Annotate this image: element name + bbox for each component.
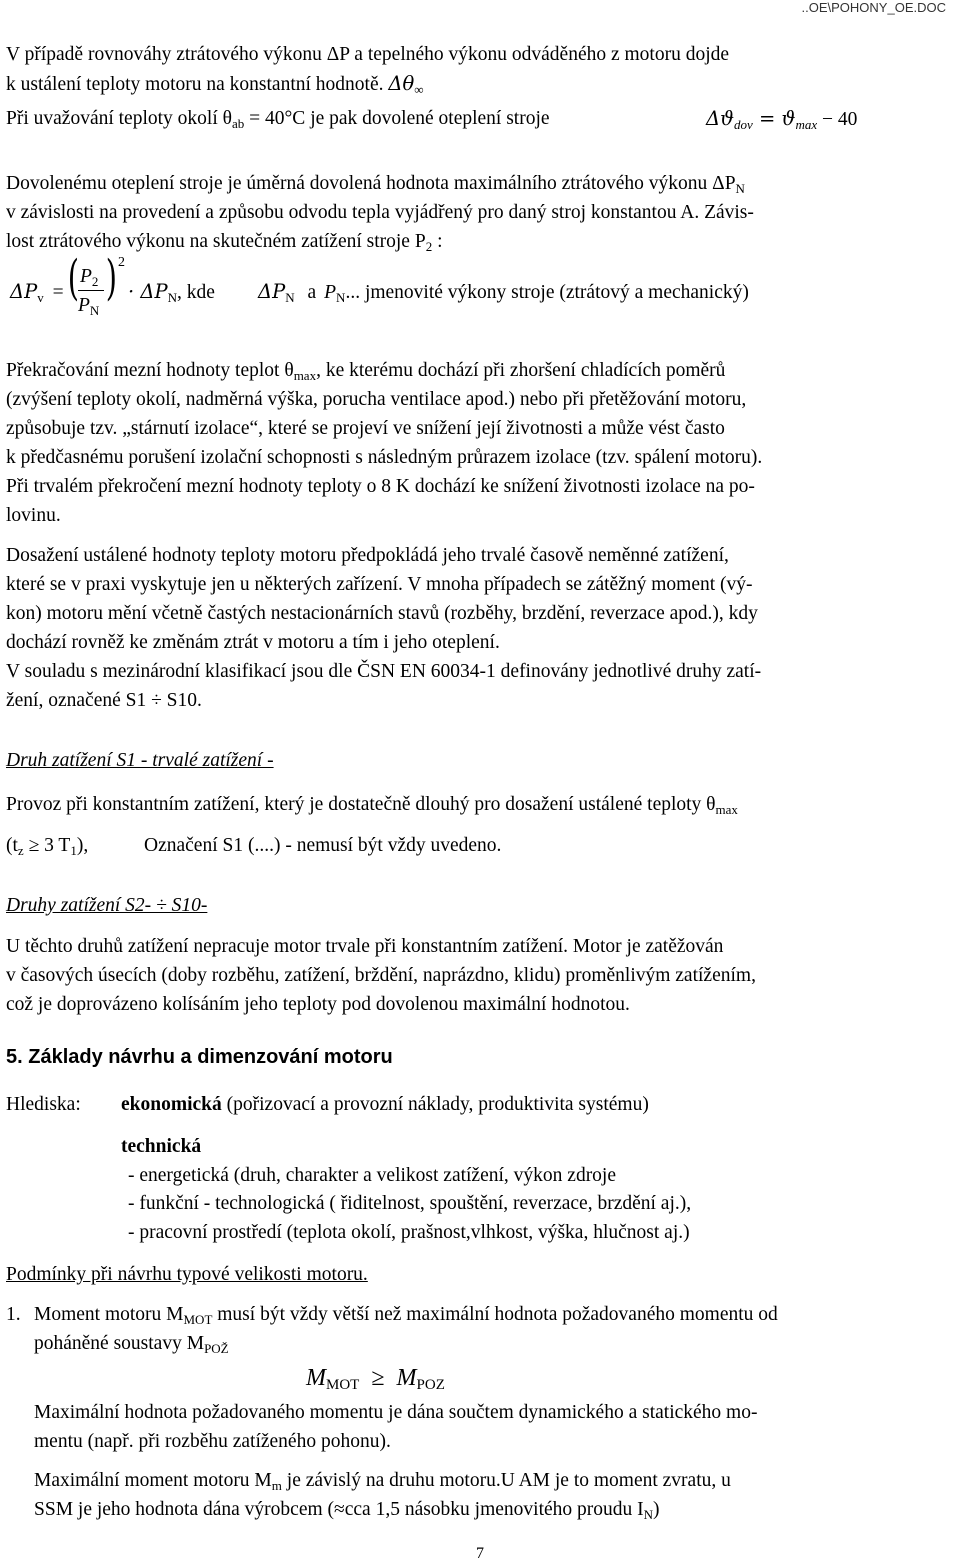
text-line: způsobuje tzv. „stárnutí izolace“, které se projeví ve snížení její životnosti a může vést často bbox=[6, 418, 725, 439]
text-line: Dosažení ustálené hodnoty teploty motoru předpokládá jeho trvalé časově neměnné zatížení, bbox=[6, 545, 729, 566]
eq-numerator: $P_2$ bbox=[80, 266, 99, 289]
list-item: - pracovní prostředí (teplota okolí, prašnost,vlhkost, výška, hlučnost aj.) bbox=[128, 1222, 690, 1243]
line-text: lost ztrátového výkonu na skutečném zatížení stroje P bbox=[6, 231, 426, 252]
text-line bbox=[6, 104, 954, 133]
text-line: ($t_z \ge 3$ $T_1$), Označení S1 (....) - nemusí být vždy uvedeno. bbox=[6, 835, 502, 858]
subsection-heading: Podmínky při návrhu typové velikosti motoru. bbox=[6, 1264, 368, 1285]
text-line bbox=[6, 69, 954, 99]
text-line bbox=[6, 227, 954, 256]
line-text: v závislosti na provedení a způsobu odvodu tepla vyjádřený pro daný stroj konstantou A. Závis- bbox=[6, 202, 754, 223]
subscript: N bbox=[735, 181, 745, 196]
eq-definitions: $\Delta P_N$ a $P_N$... jmenovité výkony stroje (ztrátový a mechanický) bbox=[258, 280, 749, 305]
text-line: lovinu. bbox=[6, 505, 61, 526]
eq-denominator: $P_N$ bbox=[78, 295, 100, 318]
text-line: Maximální moment motoru $M_m$ je závislý na druhu motoru.U AM je to moment zvratu, u bbox=[34, 1470, 731, 1493]
document-path-header: ..OE\POHONY_OE.DOC bbox=[801, 0, 946, 15]
eq-rhs: · $\Delta P_N$, kde bbox=[128, 280, 215, 305]
text-line: (zvýšení teploty okolí, nadměrná výška, porucha ventilace apod.) nebo při přetěžování motoru, bbox=[6, 389, 747, 410]
subscript: ab bbox=[231, 116, 245, 131]
list-item: - energetická (druh, charakter a velikost zatížení, výkon zdroje bbox=[128, 1165, 617, 1186]
list-item: - funkční - technologická ( řiditelnost, spouštění, reverzace, brzdění aj.), bbox=[128, 1193, 692, 1214]
eq-exponent: 2 bbox=[118, 255, 125, 270]
formula-subscript: ∞ bbox=[414, 82, 424, 97]
text-line: kon) motoru mění včetně častých nestacionárních stavů (rozběhy, brzdění, reverzace apod.), kdy bbox=[6, 603, 758, 624]
text-line: U těchto druhů zatížení nepracuje motor trvale při konstantním zatížení. Motor je zatěžován bbox=[6, 936, 724, 957]
torque-inequality: $M_{MOT} \ge M_{POZ}$ bbox=[306, 1365, 445, 1393]
text-line: v časových úsecích (doby rozběhu, zatížení, brždění, naprázdno, klidu) proměnlivým zatížením, bbox=[6, 965, 756, 986]
text-line: poháněné soustavy $M_{POŽ}$ bbox=[34, 1333, 229, 1356]
eq-lhs: $\Delta P_v$ = bbox=[10, 280, 64, 305]
subscript: 2 bbox=[425, 239, 433, 254]
text-line: k předčasnému porušení izolační schopnosti s následným průrazem izolace (tzv. spálení motoru). bbox=[6, 447, 763, 468]
line-text: k ustálení teploty motoru na konstantní hodnotě. bbox=[6, 74, 384, 95]
text-line bbox=[6, 198, 954, 227]
text-line: Překračování mezní hodnoty teplot $\theta_{max}$, ke kterému dochází při zhoršení chladících poměrů bbox=[6, 360, 726, 383]
page-number: 7 bbox=[476, 1545, 484, 1562]
right-paren: ) bbox=[105, 250, 117, 306]
line-text: : bbox=[432, 231, 443, 252]
text-line: což je doprovázeno kolísáním jeho teploty pod dovolenou maximální hodnotou. bbox=[6, 994, 630, 1015]
line-text: V případě rovnováhy ztrátového výkonu ΔP a tepelného výkonu odváděného z motoru dojde bbox=[6, 44, 730, 65]
formula-dtheta-dov: $\Delta ϑ_{dov} = ϑ_{max} - 40$ bbox=[706, 107, 858, 132]
text-line: dochází rovněž ke změnám ztrát v motoru a tím i jeho oteplení. bbox=[6, 632, 500, 653]
text-line: žení, označené S1 ÷ S10. bbox=[6, 690, 202, 711]
line-text: = 40°C je pak dovolené oteplení stroje bbox=[244, 108, 550, 129]
formula-symbol: Δθ bbox=[388, 72, 415, 95]
section-heading-s2-s10: Druhy zatížení S2- ÷ S10- bbox=[6, 895, 208, 916]
numbered-item: 1. Moment motoru $M_{MOT}$ musí být vždy větší než maximální hodnota požadovaného momentu od bbox=[6, 1304, 778, 1327]
text-line: Maximální hodnota požadovaného momentu je dána součtem dynamického a statického mo- bbox=[34, 1402, 758, 1423]
left-paren: ( bbox=[67, 250, 79, 306]
section-heading-s1: Druh zatížení S1 - trvalé zatížení - bbox=[6, 750, 274, 771]
text-line: Při trvalém překročení mezní hodnoty teploty o 8 K dochází ke snížení životnosti izolace na po- bbox=[6, 476, 755, 497]
text-line: technická bbox=[121, 1136, 202, 1157]
text-line: SSM je jeho hodnota dána výrobcem (≈cca 1,5 násobku jmenovitého proudu $I_N$) bbox=[34, 1499, 660, 1522]
chapter-heading: 5. Základy návrhu a dimenzování motoru bbox=[6, 1046, 393, 1068]
line-text: Dovolenému oteplení stroje je úměrná dovolená hodnota maximálního ztrátového výkonu ΔP bbox=[6, 173, 736, 194]
text-line: které se v praxi vyskytuje jen u některých zařízení. V mnoha případech se zátěžný moment (vý- bbox=[6, 574, 753, 595]
text-line: Provoz při konstantním zatížení, který je dostatečně dlouhý pro dosažení ustálené teploty $\theta_{max}$ bbox=[6, 794, 738, 817]
line-text: Při uvažování teploty okolí θ bbox=[6, 108, 232, 129]
text-line: Hlediska: ekonomická (pořizovací a provozní náklady, produktivita systému) bbox=[6, 1094, 649, 1115]
text-line bbox=[6, 169, 954, 198]
text-line: V souladu s mezinárodní klasifikací jsou dle ČSN EN 60034-1 definovány jednotlivé druhy zatí- bbox=[6, 661, 762, 682]
text-line: mentu (např. při rozběhu zatíženého pohonu). bbox=[34, 1431, 391, 1452]
text-line bbox=[6, 40, 954, 69]
